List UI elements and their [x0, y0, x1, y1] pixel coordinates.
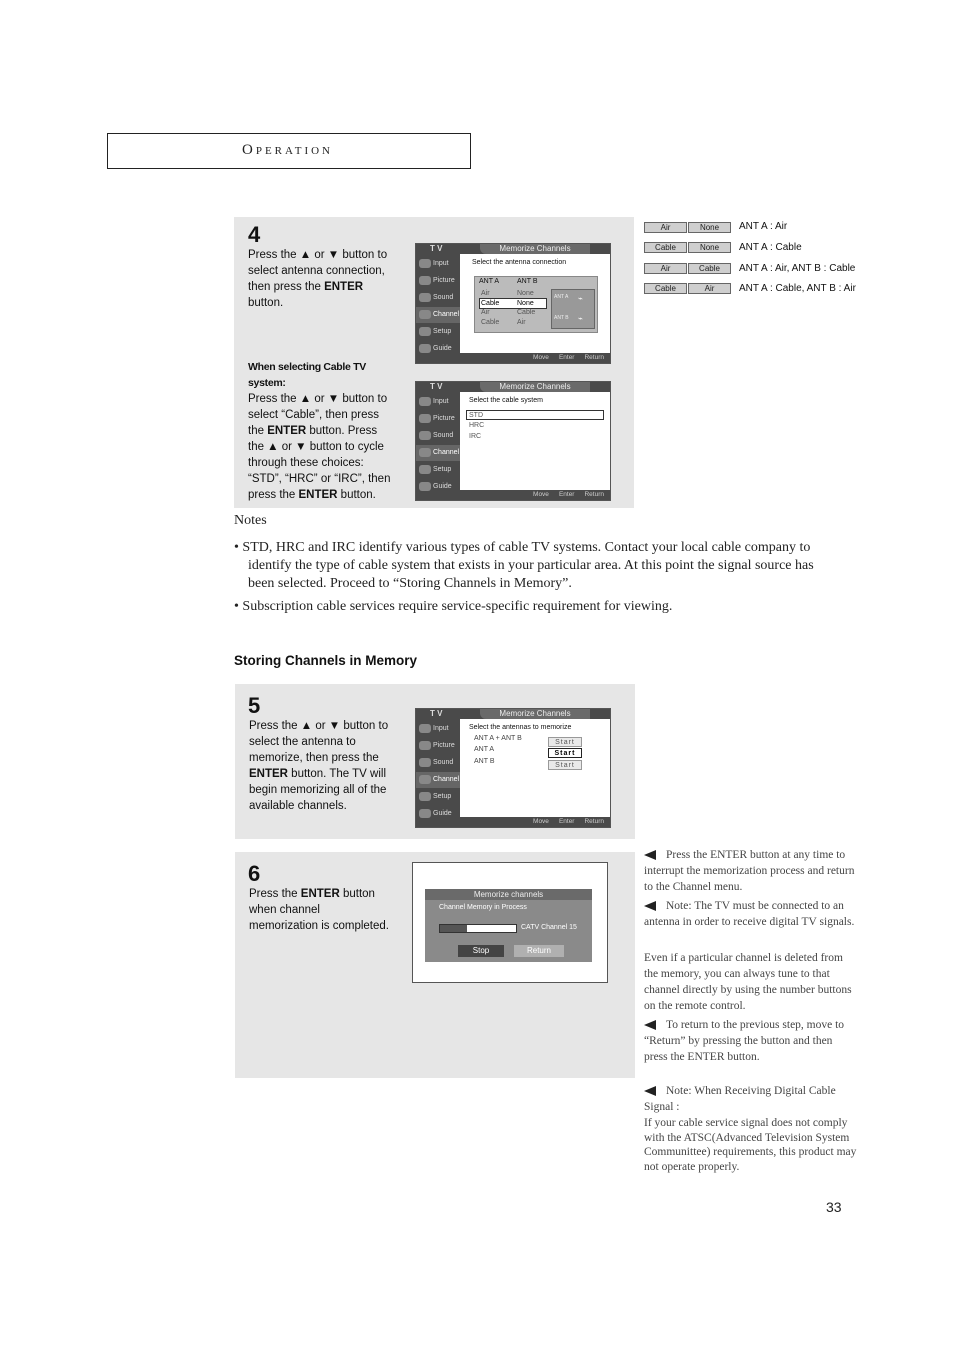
osd-menu-picture: Picture	[416, 273, 460, 289]
setup-icon	[419, 792, 431, 801]
enter-keyword: ENTER	[267, 425, 307, 437]
osd-title: Memorize Channels	[480, 244, 590, 254]
antenna-prompt: Select the antenna connection	[472, 259, 567, 266]
step-4-text-a: Press the ▲ or ▼ button to select antenna connection, then press the	[248, 249, 388, 293]
antenna-icon: ⌁	[578, 314, 583, 323]
antenna-option-row[interactable]: Cable Air	[481, 319, 526, 326]
legend-ant-a: Air	[644, 222, 687, 233]
legend-ant-b: Cable	[688, 263, 731, 274]
section-header	[107, 133, 471, 169]
osd-menu-channel: Channel	[416, 772, 460, 788]
enter-keyword: ENTER	[298, 489, 338, 501]
input-icon	[419, 724, 431, 733]
osd-footer: Move Enter Return	[460, 490, 610, 500]
step-6-number: 6	[248, 861, 261, 886]
step-6-text-a: Press the	[249, 888, 301, 900]
start-button[interactable]: Start	[548, 760, 582, 770]
memorize-prompt: Select the antennas to memorize	[469, 724, 572, 731]
side-note: If your cable service signal does not comply with the ATSC(Advanced Television System Communittee) requirements, this product may not operate properly.	[644, 1117, 857, 1173]
step-4-number: 4	[248, 222, 261, 247]
legend-text: ANT A : Air	[739, 221, 788, 232]
osd-menu-sound: Sound	[416, 290, 460, 306]
note-item: • Subscription cable services require service-specific requirement for viewing.	[234, 599, 673, 614]
triangle-bullet-icon	[644, 1020, 656, 1030]
legend-text: ANT A : Cable, ANT B : Air	[739, 283, 856, 294]
ant-a-header: ANT A	[479, 278, 500, 285]
legend-ant-b: Air	[688, 283, 731, 294]
start-button-selected[interactable]: Start	[548, 748, 582, 758]
legend-text: ANT A : Cable	[739, 242, 802, 253]
side-note: To return to the previous step, move to “Return” by pressing the button and then press the ENTER button.	[644, 1019, 845, 1063]
osd-menu-input: Input	[416, 394, 460, 410]
antenna-table	[474, 276, 598, 333]
osd-menu-picture: Picture	[416, 738, 460, 754]
start-button[interactable]: Start	[548, 737, 582, 747]
antenna-option-row[interactable]: Air Cable	[481, 309, 536, 316]
side-note: Even if a particular channel is deleted from the memory, you can always tune to that channel directly by using the number buttons on the remote control.	[644, 952, 852, 1012]
side-note: Note: The TV must be connected to an antenna in order to receive digital TV signals.	[644, 900, 855, 928]
progress-bar	[439, 924, 517, 933]
input-icon	[419, 259, 431, 268]
osd-cable-screen	[415, 381, 611, 501]
antenna-diagram	[551, 289, 595, 329]
legend-ant-a: Cable	[644, 242, 687, 253]
osd-menu-sound: Sound	[416, 755, 460, 771]
section-title: Operation	[242, 142, 334, 158]
step-5-text-a: Press the ▲ or ▼ button to select the antenna to memorize, then press the	[249, 720, 389, 764]
notes-heading: Notes	[234, 513, 267, 528]
storing-heading: Storing Channels in Memory	[234, 653, 418, 668]
note-item: • STD, HRC and IRC identify various types of cable TV systems. Contact your local cable company to identify the type of cable system that exists in your particular area. At this point the signal source has been selected. Proceed to “Storing Channels in Memory”.	[234, 540, 814, 591]
osd-sidebar: T V Input Picture Sound Channel Setup Guide	[416, 709, 460, 827]
osd-menu-input: Input	[416, 256, 460, 272]
sound-icon	[419, 293, 431, 302]
osd-menu-setup: Setup	[416, 324, 460, 340]
osd-menu-channel: Channel	[416, 445, 460, 461]
osd-menu-setup: Setup	[416, 462, 460, 478]
cable-text-a: Press the ▲ or ▼ button to select “Cable”, then press the	[248, 393, 388, 437]
cable-text-c: button.	[337, 489, 376, 501]
enter-keyword: ENTER	[324, 281, 364, 293]
step-4-cable-text	[248, 359, 396, 503]
page-number: 33	[826, 1199, 842, 1215]
osd-menu-input: Input	[416, 721, 460, 737]
step-6-text-b: button when channel memorization is completed.	[249, 888, 389, 932]
legend-ant-a: Air	[644, 263, 687, 274]
osd-menu-channel: Channel	[416, 307, 460, 323]
osd-menu-guide: Guide	[416, 479, 460, 495]
memorize-option-label: ANT A + ANT B	[474, 735, 522, 742]
cable-text-b: button. Press the ▲ or ▼ button to cycle through these choices: “STD”, “HRC” or “IRC”, then press the	[248, 425, 391, 501]
osd-footer: Move Enter Return	[460, 353, 610, 363]
osd-menu-picture: Picture	[416, 411, 460, 427]
legend-ant-a: Cable	[644, 283, 687, 294]
osd-menu-setup: Setup	[416, 789, 460, 805]
memorize-option-label: ANT B	[474, 758, 495, 765]
stop-button[interactable]: Stop	[458, 945, 504, 957]
triangle-bullet-icon	[644, 850, 656, 860]
step-4-text	[248, 247, 396, 311]
osd-sidebar: T V Input Picture Sound Channel Setup Guide	[416, 382, 460, 500]
setup-icon	[419, 465, 431, 474]
step-6-text	[249, 886, 389, 934]
legend-ant-b: None	[688, 222, 731, 233]
legend-text: ANT A : Air, ANT B : Cable	[739, 263, 856, 274]
osd-footer: Move Enter Return	[460, 817, 610, 827]
cable-option-irc[interactable]: IRC	[469, 433, 482, 440]
cable-prompt: Select the cable system	[469, 397, 543, 404]
antenna-option-row[interactable]: Air None	[481, 290, 534, 297]
osd-sidebar	[416, 244, 460, 363]
sound-icon	[419, 431, 431, 440]
return-button[interactable]: Return	[514, 945, 564, 957]
setup-icon	[419, 327, 431, 336]
sound-icon	[419, 758, 431, 767]
osd-menu-guide: Guide	[416, 806, 460, 822]
progress-channel: CATV Channel 15	[521, 924, 577, 931]
progress-title: Memorize channels	[425, 889, 592, 900]
step-5-text-b: button. The TV will begin memorizing all of the available channels.	[249, 768, 387, 812]
progress-dialog	[425, 889, 592, 962]
input-icon	[419, 397, 431, 406]
side-note: Press the ENTER button at any time to interrupt the memorization process and return to the Channel menu.	[644, 849, 855, 893]
osd-tv-label: T V	[416, 244, 460, 254]
triangle-bullet-icon	[644, 1086, 656, 1096]
enter-keyword: ENTER	[249, 768, 288, 780]
channel-icon	[419, 310, 431, 319]
antenna-icon: ⌁	[578, 294, 583, 303]
osd-title: Memorize Channels	[480, 709, 590, 719]
osd-menu-guide: Guide	[416, 341, 460, 357]
antenna-b-short: ANT B	[554, 315, 569, 321]
channel-icon	[419, 775, 431, 784]
step-5-text	[249, 718, 389, 814]
antenna-a-short: ANT A	[554, 294, 569, 300]
step-5-number: 5	[248, 693, 261, 718]
memorize-option-label: ANT A	[474, 746, 495, 753]
progress-screen	[412, 862, 608, 983]
cable-heading: When selecting Cable TV system:	[248, 361, 366, 389]
picture-icon	[419, 276, 431, 285]
picture-icon	[419, 741, 431, 750]
ant-b-header: ANT B	[517, 278, 538, 285]
progress-bar-fill	[440, 925, 467, 932]
triangle-bullet-icon	[644, 901, 656, 911]
antenna-option-row-selected[interactable]: Cable None	[479, 298, 547, 309]
step-4-text-b: button.	[248, 297, 284, 309]
progress-status: Channel Memory in Process	[439, 904, 527, 911]
cable-option-std[interactable]: STD	[466, 410, 604, 420]
osd-menu-sound: Sound	[416, 428, 460, 444]
osd-antenna-screen	[415, 243, 611, 364]
side-note: Note: When Receiving Digital Cable Signal :	[644, 1085, 836, 1113]
guide-icon	[419, 809, 431, 818]
picture-icon	[419, 414, 431, 423]
legend-ant-b: None	[688, 242, 731, 253]
osd-memorize-screen	[415, 708, 611, 828]
osd-title: Memorize Channels	[480, 382, 590, 392]
enter-keyword: ENTER	[300, 888, 340, 900]
guide-icon	[419, 482, 431, 491]
guide-icon	[419, 344, 431, 353]
channel-icon	[419, 448, 431, 457]
cable-option-hrc[interactable]: HRC	[469, 422, 485, 429]
